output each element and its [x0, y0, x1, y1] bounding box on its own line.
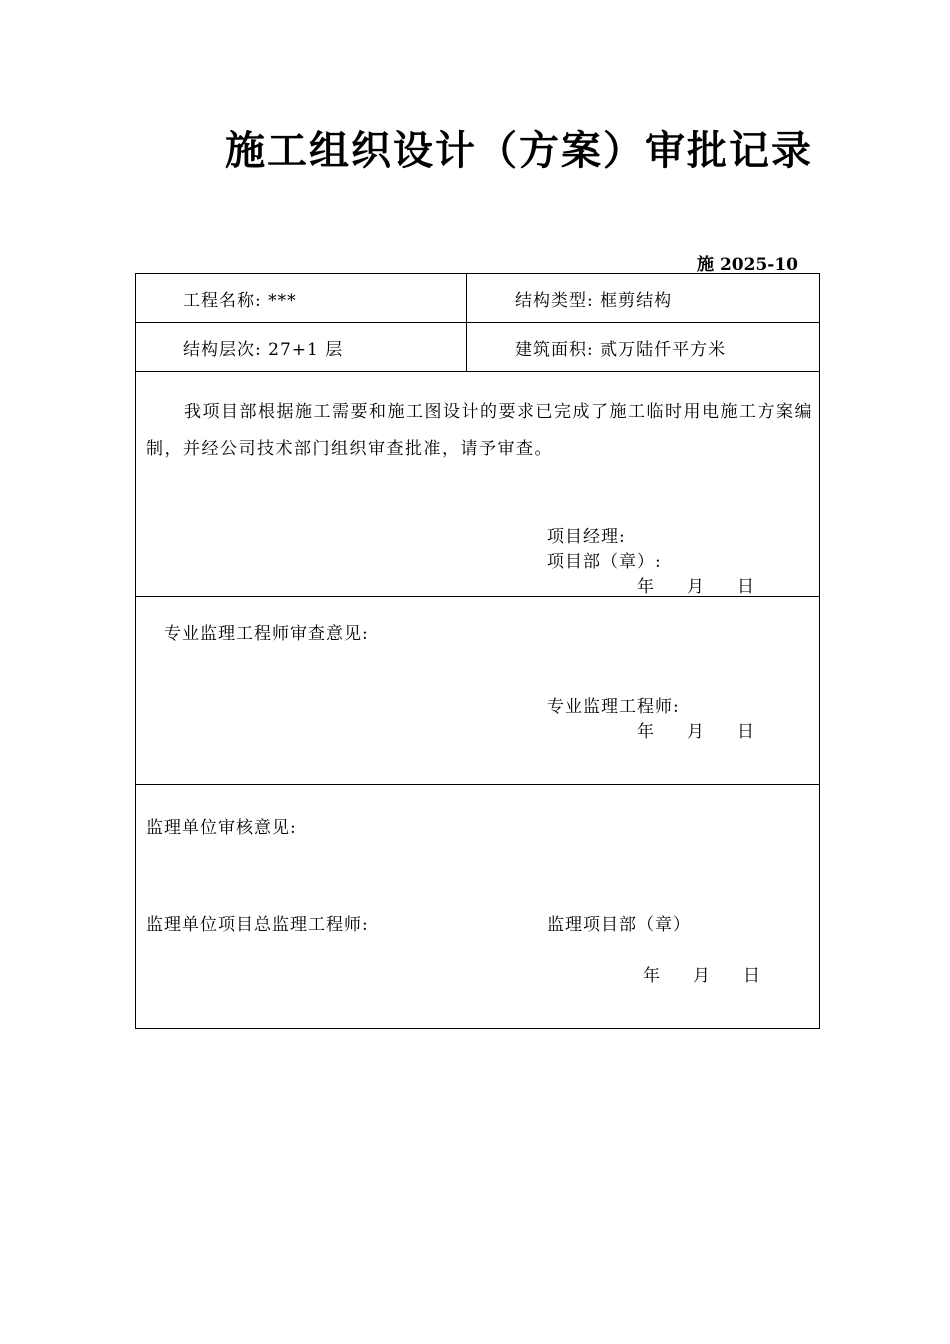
project-manager-label: 项目经理: — [547, 527, 626, 547]
project-dept-seal-label: 项目部（章）: — [547, 552, 662, 572]
info-row-2 — [136, 323, 819, 372]
unit-review-date: 年 月 日 — [643, 966, 762, 986]
project-name-cell: 工程名称: *** — [136, 274, 467, 322]
approval-form — [135, 273, 820, 1029]
unit-review-section — [136, 785, 819, 1028]
area-cell: 建筑面积: 贰万陆仟平方米 — [515, 339, 727, 360]
structure-type-cell: 结构类型: 框剪结构 — [515, 290, 673, 311]
supervision-dept-seal-label: 监理项目部（章） — [547, 915, 691, 935]
engineer-opinion-label: 专业监理工程师审查意见: — [164, 624, 369, 644]
info-row-1 — [136, 274, 819, 323]
engineer-review-section — [136, 597, 819, 785]
submission-date: 年 月 日 — [637, 577, 756, 597]
unit-opinion-label: 监理单位审核意见: — [146, 818, 297, 838]
engineer-review-date: 年 月 日 — [637, 722, 756, 742]
chief-engineer-label: 监理单位项目总监理工程师: — [146, 915, 369, 935]
page-title: 施工组织设计（方案）审批记录 — [225, 128, 813, 174]
engineer-signer-label: 专业监理工程师: — [547, 697, 680, 717]
floors-cell: 结构层次: 27+1 层 — [136, 323, 467, 371]
submission-section — [136, 372, 819, 597]
document-code: 施 2025-10 — [697, 255, 798, 275]
submission-text: 我项目部根据施工需要和施工图设计的要求已完成了施工临时用电施工方案编制，并经公司技术部门组织审查批准，请予审查。 — [146, 402, 813, 459]
